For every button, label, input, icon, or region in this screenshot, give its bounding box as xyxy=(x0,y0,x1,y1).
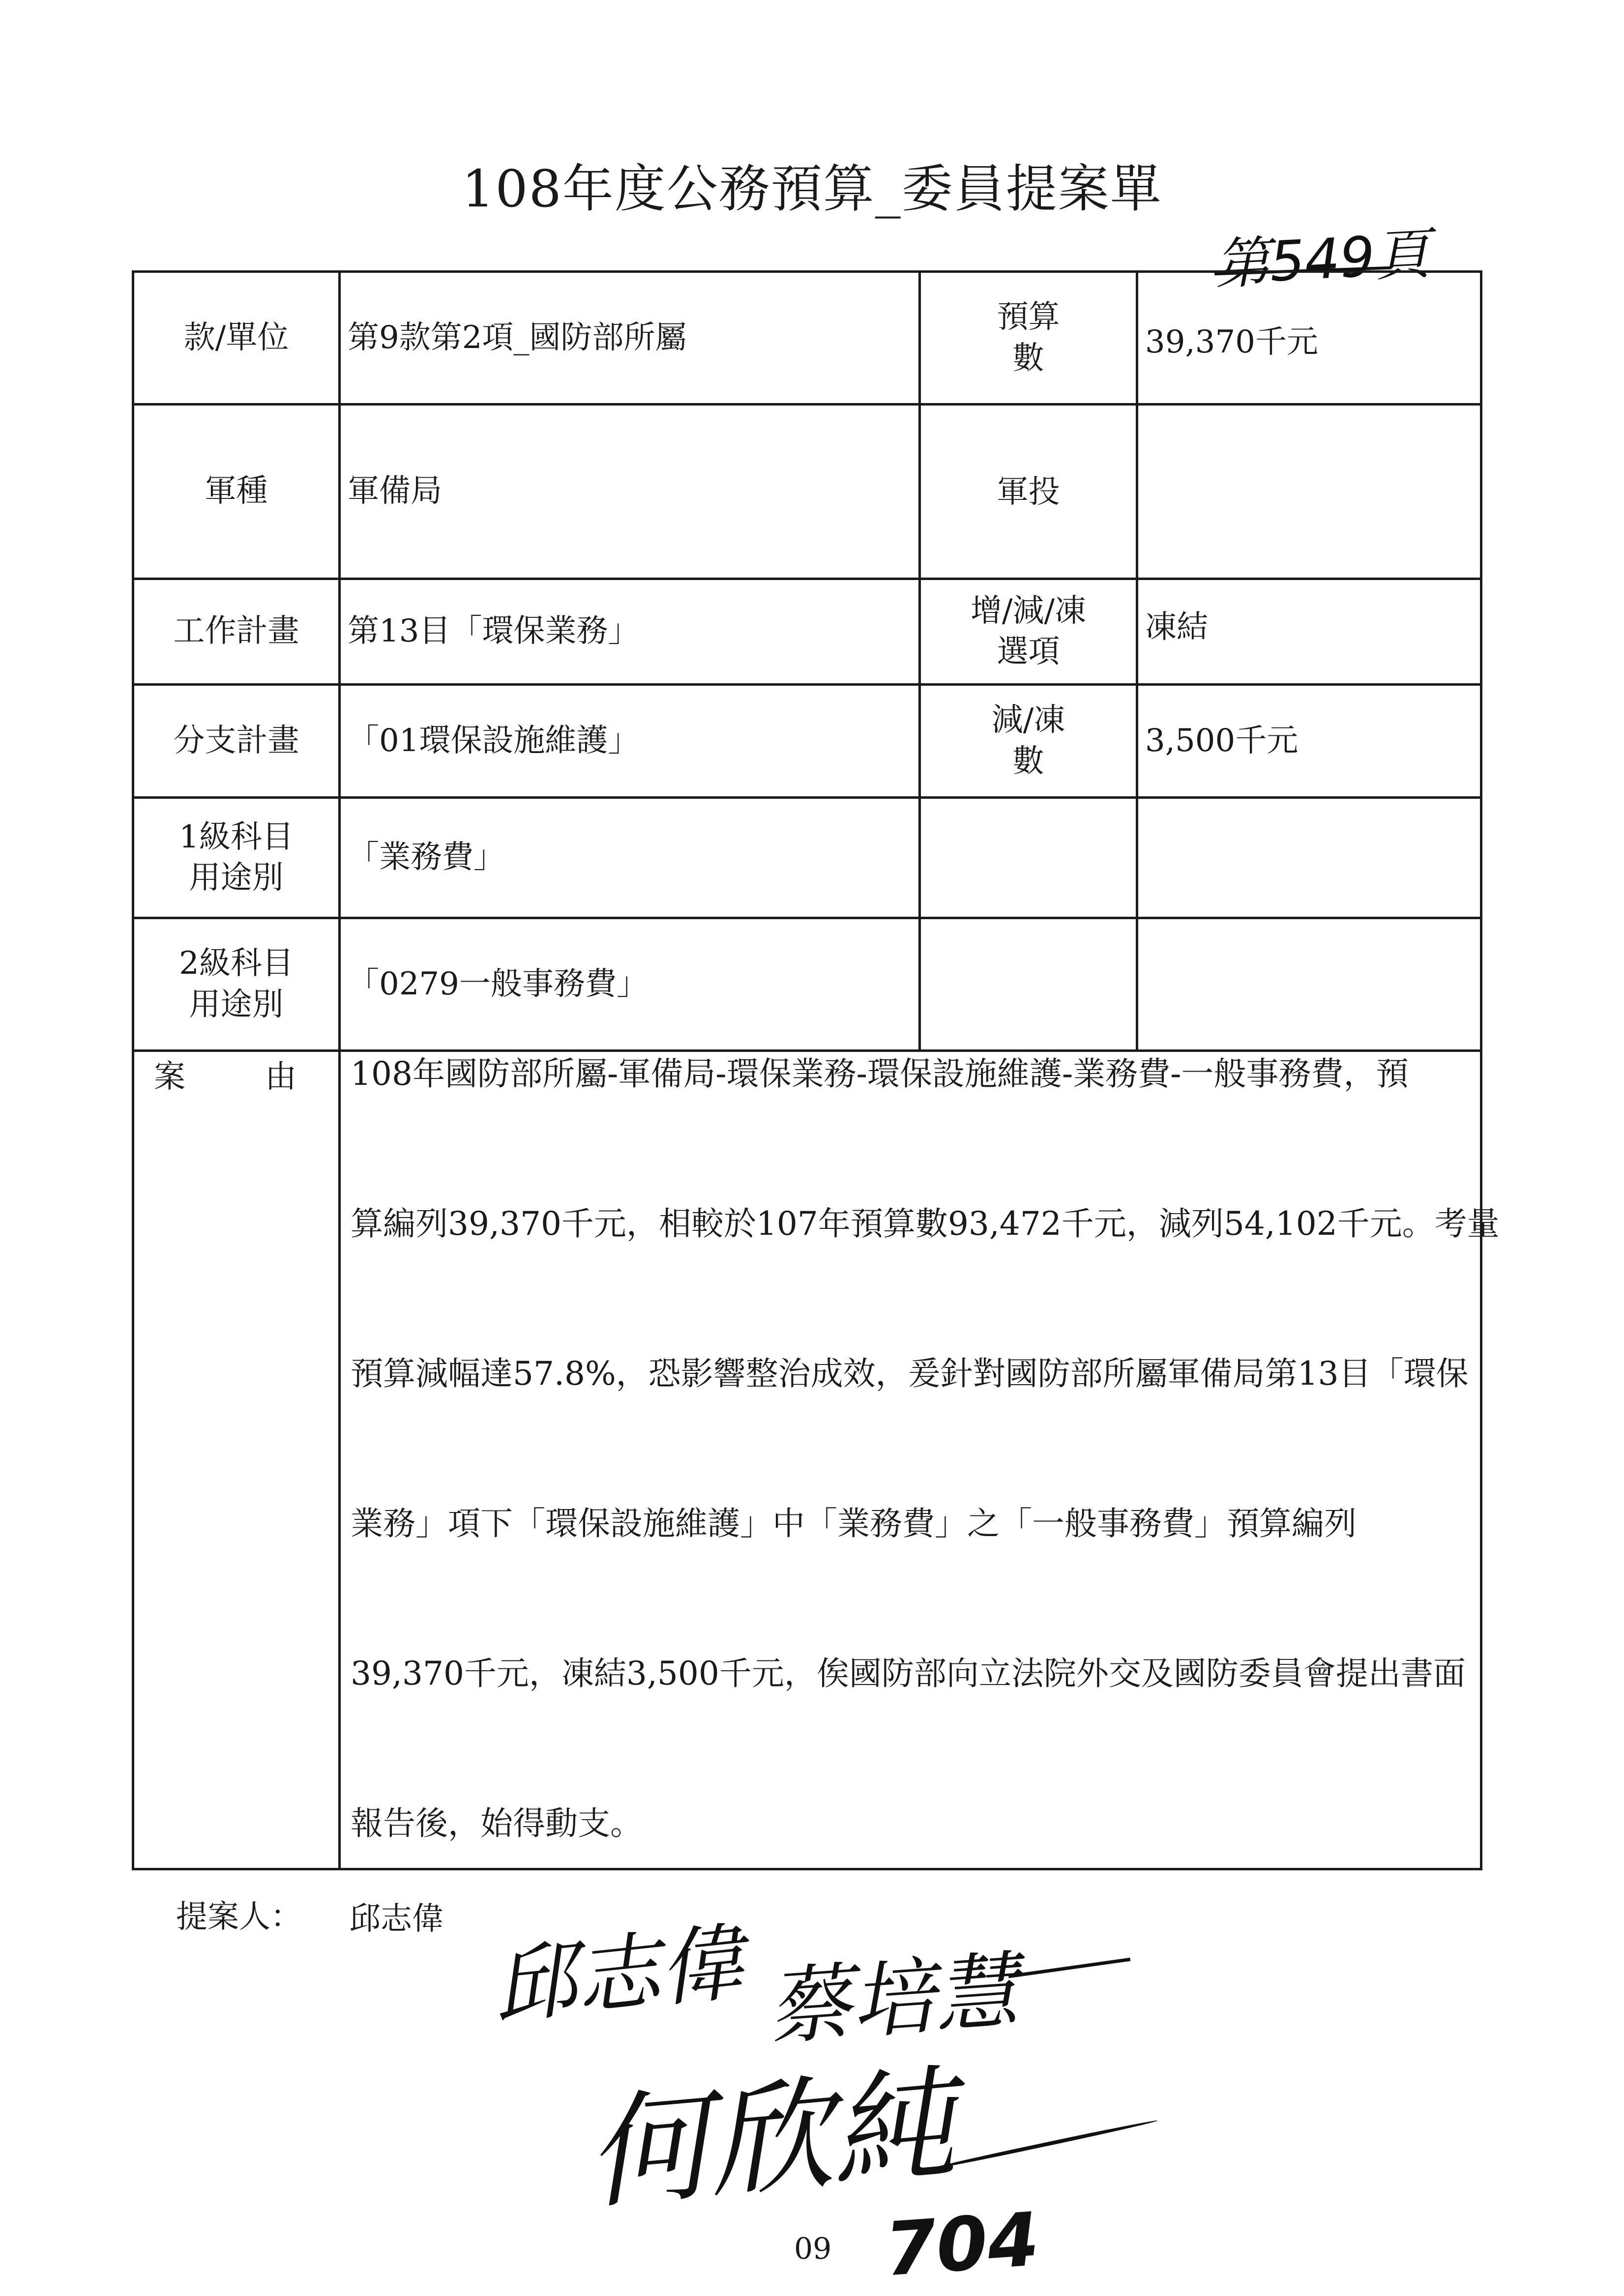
reason-line: 報告後，始得動支。 xyxy=(351,1804,643,1842)
row-level1-subject xyxy=(133,798,1481,918)
empty-cell xyxy=(1137,918,1481,1051)
value-option: 凍結 xyxy=(1137,579,1481,685)
label-work-plan: 工作計畫 xyxy=(133,579,340,685)
label-budget-amount: 預算 數 xyxy=(920,272,1137,405)
row-level2-subject xyxy=(133,918,1481,1051)
label-level1-subject: 1級科目 用途別 xyxy=(133,798,340,918)
value-budget-amount: 39,370千元 xyxy=(1137,272,1481,405)
value-level1-subject: 「業務費」 xyxy=(340,798,920,918)
signature-2: 蔡培慧 xyxy=(764,1942,1022,2057)
row-work-plan xyxy=(133,579,1481,685)
empty-cell xyxy=(920,918,1137,1051)
empty-cell xyxy=(920,798,1137,918)
label-reduce-freeze-amount: 減/凍 數 xyxy=(920,685,1137,798)
row-reason xyxy=(133,1051,1481,1869)
label-reason: 案由 xyxy=(133,1051,340,1869)
label-service: 軍種 xyxy=(133,405,340,579)
row-unit xyxy=(133,272,1481,405)
signature-flourish xyxy=(1008,1958,1131,1978)
document-title: 108年度公務預算_委員提案單 xyxy=(462,159,1162,219)
signature-flourish xyxy=(926,2119,1158,2172)
page-number: 09 xyxy=(794,2232,832,2266)
row-branch-plan xyxy=(133,685,1481,798)
reason-text xyxy=(340,1051,1500,1869)
label-level2-subject: 2級科目 用途別 xyxy=(133,918,340,1051)
value-unit: 第9款第2項_國防部所屬 xyxy=(340,272,920,405)
value-military-investment xyxy=(1137,405,1481,579)
value-level2-subject: 「0279一般事務費」 xyxy=(340,918,920,1051)
label-option: 增/減/凍 選項 xyxy=(920,579,1137,685)
signature-1: 邱志偉 xyxy=(488,1913,748,2037)
handwritten-number: 704 xyxy=(882,2197,1042,2293)
reason-line: 預算減幅達57.8%，恐影響整治成效，爰針對國防部所屬軍備局第13目「環保 xyxy=(351,1355,1469,1393)
value-service: 軍備局 xyxy=(340,405,920,579)
row-service xyxy=(133,405,1481,579)
reason-line: 108年國防部所屬-軍備局-環保業務-環保設施維護-業務費-一般事務費，預 xyxy=(351,1055,1409,1093)
value-reduce-freeze-amount: 3,500千元 xyxy=(1137,685,1481,798)
value-work-plan: 第13目「環保業務」 xyxy=(340,579,920,685)
reason-line: 39,370千元，凍結3,500千元，俟國防部向立法院外交及國防委員會提出書面 xyxy=(351,1655,1466,1692)
proposal-form-table xyxy=(132,270,1500,1870)
reason-line: 業務」項下「環保設施維護」中「業務費」之「一般事務費」預算編列 xyxy=(351,1505,1357,1542)
label-unit: 款/單位 xyxy=(133,272,340,405)
proposer-name: 邱志偉 xyxy=(349,1901,443,1937)
handwritten-page-note: 第549頁 xyxy=(1213,222,1432,297)
label-military-investment: 軍投 xyxy=(920,405,1137,579)
proposer-label: 提案人： xyxy=(176,1899,302,1935)
signature-3: 何欣純 xyxy=(580,2051,961,2227)
value-branch-plan: 「01環保設施維護」 xyxy=(340,685,920,798)
label-branch-plan: 分支計畫 xyxy=(133,685,340,798)
reason-line: 算編列39,370千元，相較於107年預算數93,472千元，減列54,102千元。考量 xyxy=(351,1205,1500,1243)
empty-cell xyxy=(1137,798,1481,918)
